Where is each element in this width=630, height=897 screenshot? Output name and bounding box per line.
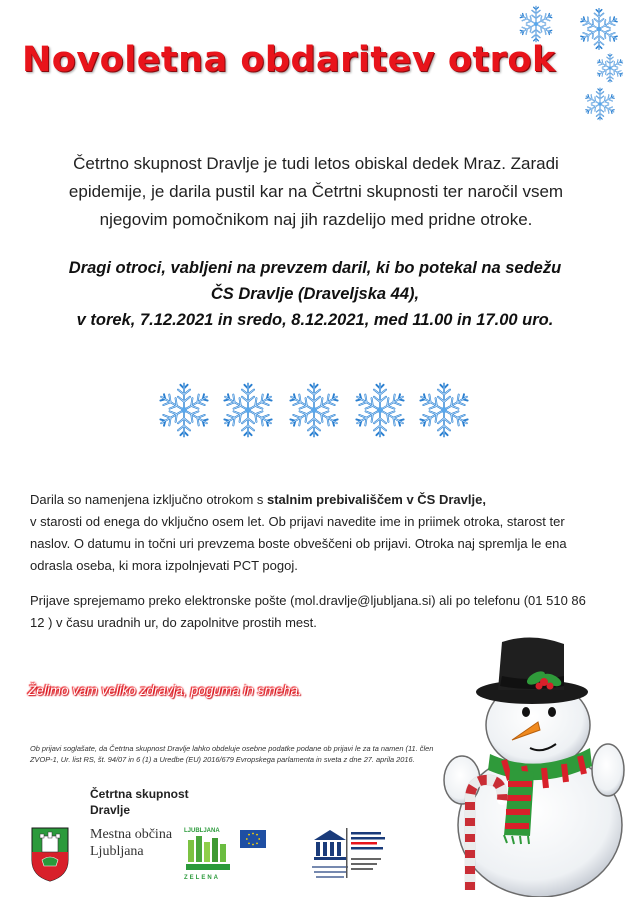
snowflake-icon	[284, 380, 344, 440]
invitation-line: ČS Dravlje (Draveljska 44),	[210, 285, 420, 303]
green-capital-logo-bottom: ZELENA	[184, 875, 220, 881]
snowflake-icon	[414, 380, 474, 440]
page-title: Novoletna obdaritev otrok	[22, 40, 556, 80]
eligibility-paragraph	[30, 489, 590, 577]
signature-line: Dravlje	[90, 803, 131, 817]
mol-logo-text	[90, 826, 172, 860]
eligibility-details: v starosti od enega do vključno osem let. Ob prijavi navedite ime in priimek otroka, starost ter naslov. O datumu in točni uri prevzema boste obveščeni ob prijavi. Otroka naj spremlja le ena odrasla oseba, ki mora izpolnjevati PCT pogoj.	[30, 514, 567, 573]
ljubljana-coat-of-arms-icon	[30, 826, 70, 882]
signature-line: Četrtna skupnost	[90, 787, 189, 801]
snowflake-icon	[154, 380, 214, 440]
eligibility-text: Darila so namenjena izključno otrokom s	[30, 492, 267, 507]
eu-flag-icon	[240, 830, 266, 852]
registration-paragraph: Prijave sprejemamo preko elektronske pošte (mol.dravlje@ljubljana.si) ali po telefonu (01 510 86 12 ) v času uradnih ur, do zapolnitve prostih mest.	[30, 593, 586, 630]
invitation-line: Dragi otroci, vabljeni na prevzem daril, ki bo potekal na sedežu	[68, 259, 562, 277]
snowflake-icon	[516, 4, 556, 44]
mol-logo-line: Mestna občina	[90, 827, 173, 842]
eligibility-emphasis: stalnim prebivališčem v ČS Dravlje,	[267, 492, 486, 507]
wish-text: Želimo vam veliko zdravja, poguma in smeha.	[28, 683, 302, 698]
intro-text: Četrtno skupnost Dravlje je tudi letos obiskal dedek Mraz. Zaradi epidemije, je darila pustil kar na Četrtni skupnosti ter naročil vsem njegovim pomočnikom naj jih razdelijo med pridne otroke.	[68, 154, 564, 229]
snowflake-icon	[350, 380, 410, 440]
snowflake-icon	[218, 380, 278, 440]
snowflake-icon	[576, 6, 622, 52]
green-capital-logo	[184, 828, 232, 888]
city-of-literature-logo-icon	[346, 828, 388, 884]
snowman-icon	[440, 630, 630, 897]
signature	[90, 786, 189, 818]
mol-logo-line: Ljubljana	[90, 844, 144, 859]
invitation-text	[30, 255, 600, 333]
snowflake-icon	[594, 52, 626, 84]
privacy-notice: Ob prijavi soglašate, da Četrtna skupnost Dravlje lahko obdeluje osebne podatke podane ob prijavi le za ta namen (11. člen ZVOP-1, Ur. list RS, št. 94/07 in 6 (1) a Uredbe (EU) 2016/679 Evropskega parlamenta in sveta z dne 27. aprila 2016.	[30, 744, 434, 764]
invitation-line: v torek, 7.12.2021 in sredo, 8.12.2021, med 11.00 in 17.00 uro.	[76, 311, 554, 329]
green-leaves-icon	[184, 834, 232, 872]
snowflake-icon	[582, 86, 618, 122]
green-capital-logo-top: LJUBLJANA	[184, 828, 220, 834]
